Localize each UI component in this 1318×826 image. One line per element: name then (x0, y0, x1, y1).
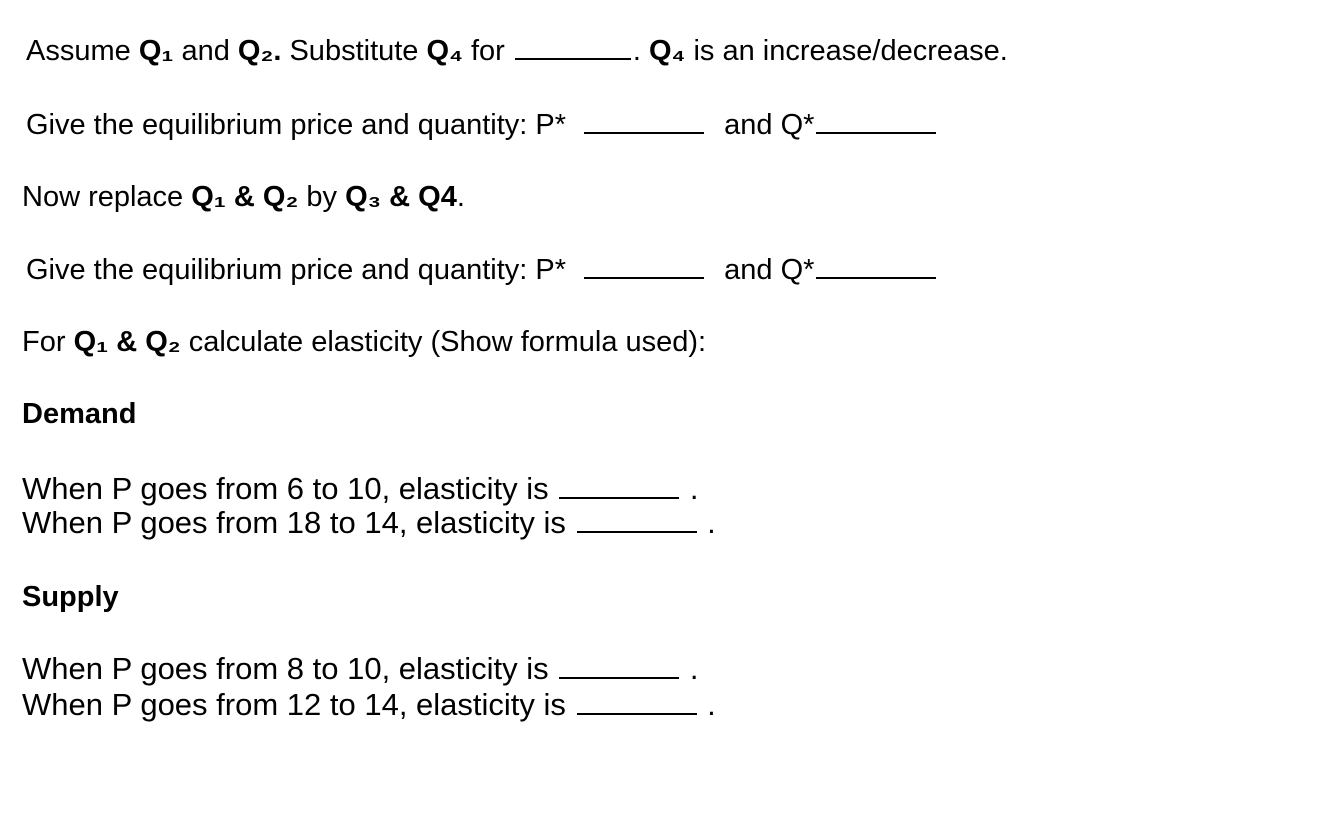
demand-text-2: When P goes from 18 to 14, elasticity is (22, 505, 566, 540)
supply-dot-1: . (689, 651, 699, 686)
substitute-text: Substitute (289, 35, 419, 67)
supply-blank-1[interactable] (559, 653, 679, 679)
supply-heading-line (22, 580, 119, 614)
supply-text-2: When P goes from 12 to 14, elasticity is (22, 687, 566, 722)
substitute-blank[interactable] (515, 34, 631, 60)
equilibrium-prefix-2: Give the equilibrium price and quantity: P* (26, 254, 567, 286)
q1-symbol: Q₁ (138, 35, 174, 67)
q4-symbol: Q₄ (426, 35, 463, 67)
demand-heading-line (22, 397, 136, 431)
equilibrium-prefix-1: Give the equilibrium price and quantity: P* (26, 109, 567, 141)
replace-q3: Q₃ (345, 181, 382, 213)
elasticity-amp: & (116, 326, 138, 358)
for-text-elasticity: For (22, 326, 66, 358)
replace-q2: Q₂ (262, 181, 299, 213)
for-text: for (470, 35, 505, 67)
equilibrium-line-2 (26, 253, 938, 287)
replace-q4: Q4 (418, 181, 457, 213)
replace-q1: Q₁ (191, 181, 226, 213)
price-blank-2[interactable] (584, 253, 704, 279)
price-blank-1[interactable] (584, 108, 704, 134)
and-q-text-2: and Q* (724, 254, 815, 286)
supply-dot-2: . (707, 687, 716, 722)
demand-blank-1[interactable] (559, 473, 679, 499)
supply-blank-2[interactable] (577, 689, 697, 715)
supply-text-1: When P goes from 8 to 10, elasticity is (22, 651, 549, 686)
and-text: and (181, 35, 230, 67)
replace-amp-1: & (233, 181, 255, 213)
replace-amp-2: & (389, 181, 411, 213)
demand-text-1: When P goes from 6 to 10, elasticity is (22, 471, 549, 506)
demand-dot-2: . (707, 505, 716, 540)
quantity-blank-1[interactable] (816, 108, 936, 134)
now-replace-text: Now replace (22, 181, 184, 213)
supply-heading: Supply (22, 581, 119, 613)
q4-symbol-second: Q₄ (649, 35, 686, 67)
supply-line-1 (22, 652, 699, 686)
q2-symbol: Q₂. (237, 35, 282, 67)
replace-line (22, 180, 465, 214)
demand-blank-2[interactable] (577, 507, 697, 533)
equilibrium-line-1 (26, 108, 938, 142)
supply-line-2 (22, 688, 716, 722)
elasticity-q2: Q₂ (145, 326, 181, 358)
elasticity-line (22, 325, 706, 359)
period-text: . (632, 35, 641, 67)
increase-decrease-text: is an increase/decrease. (693, 35, 1008, 67)
and-q-text-1: and Q* (724, 109, 815, 141)
assume-text: Assume (26, 35, 131, 67)
assume-line (26, 34, 1008, 68)
demand-line-1 (22, 472, 699, 506)
elasticity-q1: Q₁ (73, 326, 109, 358)
replace-period: . (456, 181, 465, 213)
quantity-blank-2[interactable] (816, 253, 936, 279)
elasticity-instructions: calculate elasticity (Show formula used): (188, 326, 707, 358)
by-text: by (306, 181, 338, 213)
demand-heading: Demand (22, 398, 137, 430)
demand-dot-1: . (689, 471, 699, 506)
demand-line-2 (22, 506, 716, 540)
